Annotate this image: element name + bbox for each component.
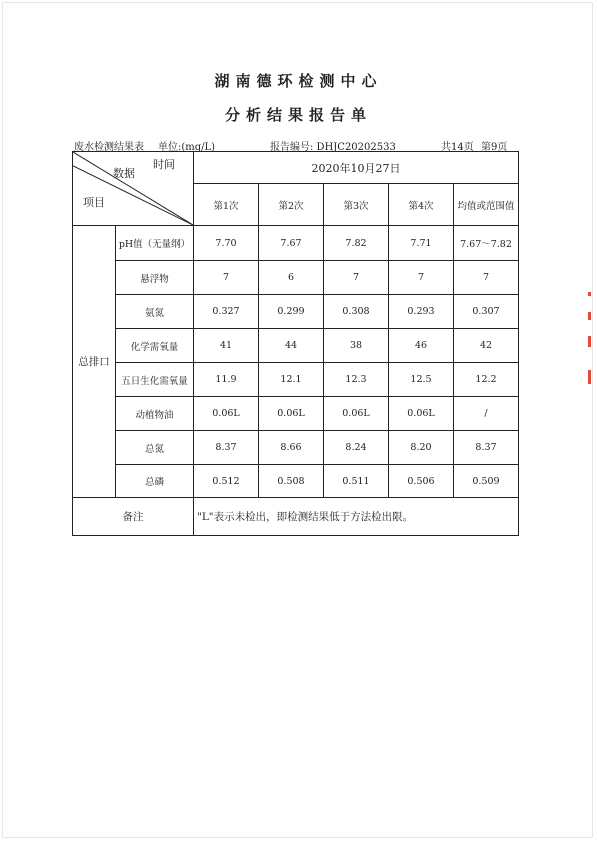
org-title: 湖南德环检测中心 (214, 72, 383, 90)
column-header: 第1次 (194, 184, 259, 226)
seal-edge-mark (588, 292, 591, 296)
value-cell: 12.1 (259, 363, 324, 397)
value-cell: 0.308 (324, 295, 389, 329)
value-cell: 42 (454, 329, 519, 363)
value-cell: 8.24 (324, 431, 389, 465)
value-cell: 6 (259, 261, 324, 295)
corner-data-label: 数据 (113, 167, 135, 180)
value-cell: 0.06L (324, 397, 389, 431)
param-name: 动植物油 (116, 397, 194, 431)
value-cell: 0.299 (259, 295, 324, 329)
value-cell: 0.509 (454, 465, 519, 498)
value-cell: 8.20 (389, 431, 454, 465)
value-cell: 0.327 (194, 295, 259, 329)
date-header: 2020年10月27日 (194, 152, 519, 184)
seal-edge-mark (588, 370, 591, 384)
seal-edge-mark (588, 336, 591, 347)
value-cell: 7.71 (389, 226, 454, 261)
param-name: 氨氮 (116, 295, 194, 329)
value-cell: 41 (194, 329, 259, 363)
corner-item-label: 项目 (83, 196, 105, 209)
value-cell: 12.3 (324, 363, 389, 397)
table-name: 废水检测结果表 (74, 142, 144, 153)
value-cell: / (454, 397, 519, 431)
value-cell: 12.5 (389, 363, 454, 397)
value-cell: 7 (194, 261, 259, 295)
value-cell: 11.9 (194, 363, 259, 397)
value-cell: 0.06L (389, 397, 454, 431)
param-name: 五日生化需氧量 (116, 363, 194, 397)
doc-type-title: 分析结果报告单 (224, 106, 372, 124)
value-cell: 8.37 (454, 431, 519, 465)
value-cell: 0.06L (259, 397, 324, 431)
value-cell: 8.66 (259, 431, 324, 465)
report-number: 报告编号: DHJC20202533 (270, 142, 396, 153)
unit-label: 单位:(mg/L) (158, 142, 216, 153)
corner-diagonals (73, 152, 193, 225)
remark-text: "L"表示未检出，即检测结果低于方法检出限。 (194, 498, 519, 536)
value-cell: 7.82 (324, 226, 389, 261)
value-cell: 0.293 (389, 295, 454, 329)
value-cell: 0.506 (389, 465, 454, 498)
value-cell: 44 (259, 329, 324, 363)
value-cell: 46 (389, 329, 454, 363)
value-cell: 7.70 (194, 226, 259, 261)
param-name: pH值（无量纲） (116, 226, 194, 261)
param-name: 悬浮物 (116, 261, 194, 295)
column-header: 第4次 (389, 184, 454, 226)
value-cell: 0.06L (194, 397, 259, 431)
value-cell: 38 (324, 329, 389, 363)
page-total: 共14页 (441, 142, 474, 153)
value-cell: 12.2 (454, 363, 519, 397)
value-cell: 8.37 (194, 431, 259, 465)
value-cell: 7.67～7.82 (454, 226, 519, 261)
param-name: 总磷 (116, 465, 194, 498)
page-number: 第9页 (481, 142, 508, 153)
corner-time-label: 时间 (153, 158, 175, 171)
corner-header (73, 152, 194, 226)
location-cell: 总排口 (73, 226, 116, 498)
value-cell: 0.508 (259, 465, 324, 498)
column-header: 第2次 (259, 184, 324, 226)
results-table (72, 151, 519, 536)
value-cell: 7 (324, 261, 389, 295)
value-cell: 7.67 (259, 226, 324, 261)
value-cell: 0.511 (324, 465, 389, 498)
param-name: 化学需氧量 (116, 329, 194, 363)
value-cell: 7 (454, 261, 519, 295)
value-cell: 0.307 (454, 295, 519, 329)
value-cell: 0.512 (194, 465, 259, 498)
column-header: 均值或范围值 (454, 184, 519, 226)
column-header: 第3次 (324, 184, 389, 226)
param-name: 总氮 (116, 431, 194, 465)
seal-edge-mark (588, 312, 591, 320)
remark-label: 备注 (73, 498, 194, 536)
value-cell: 7 (389, 261, 454, 295)
